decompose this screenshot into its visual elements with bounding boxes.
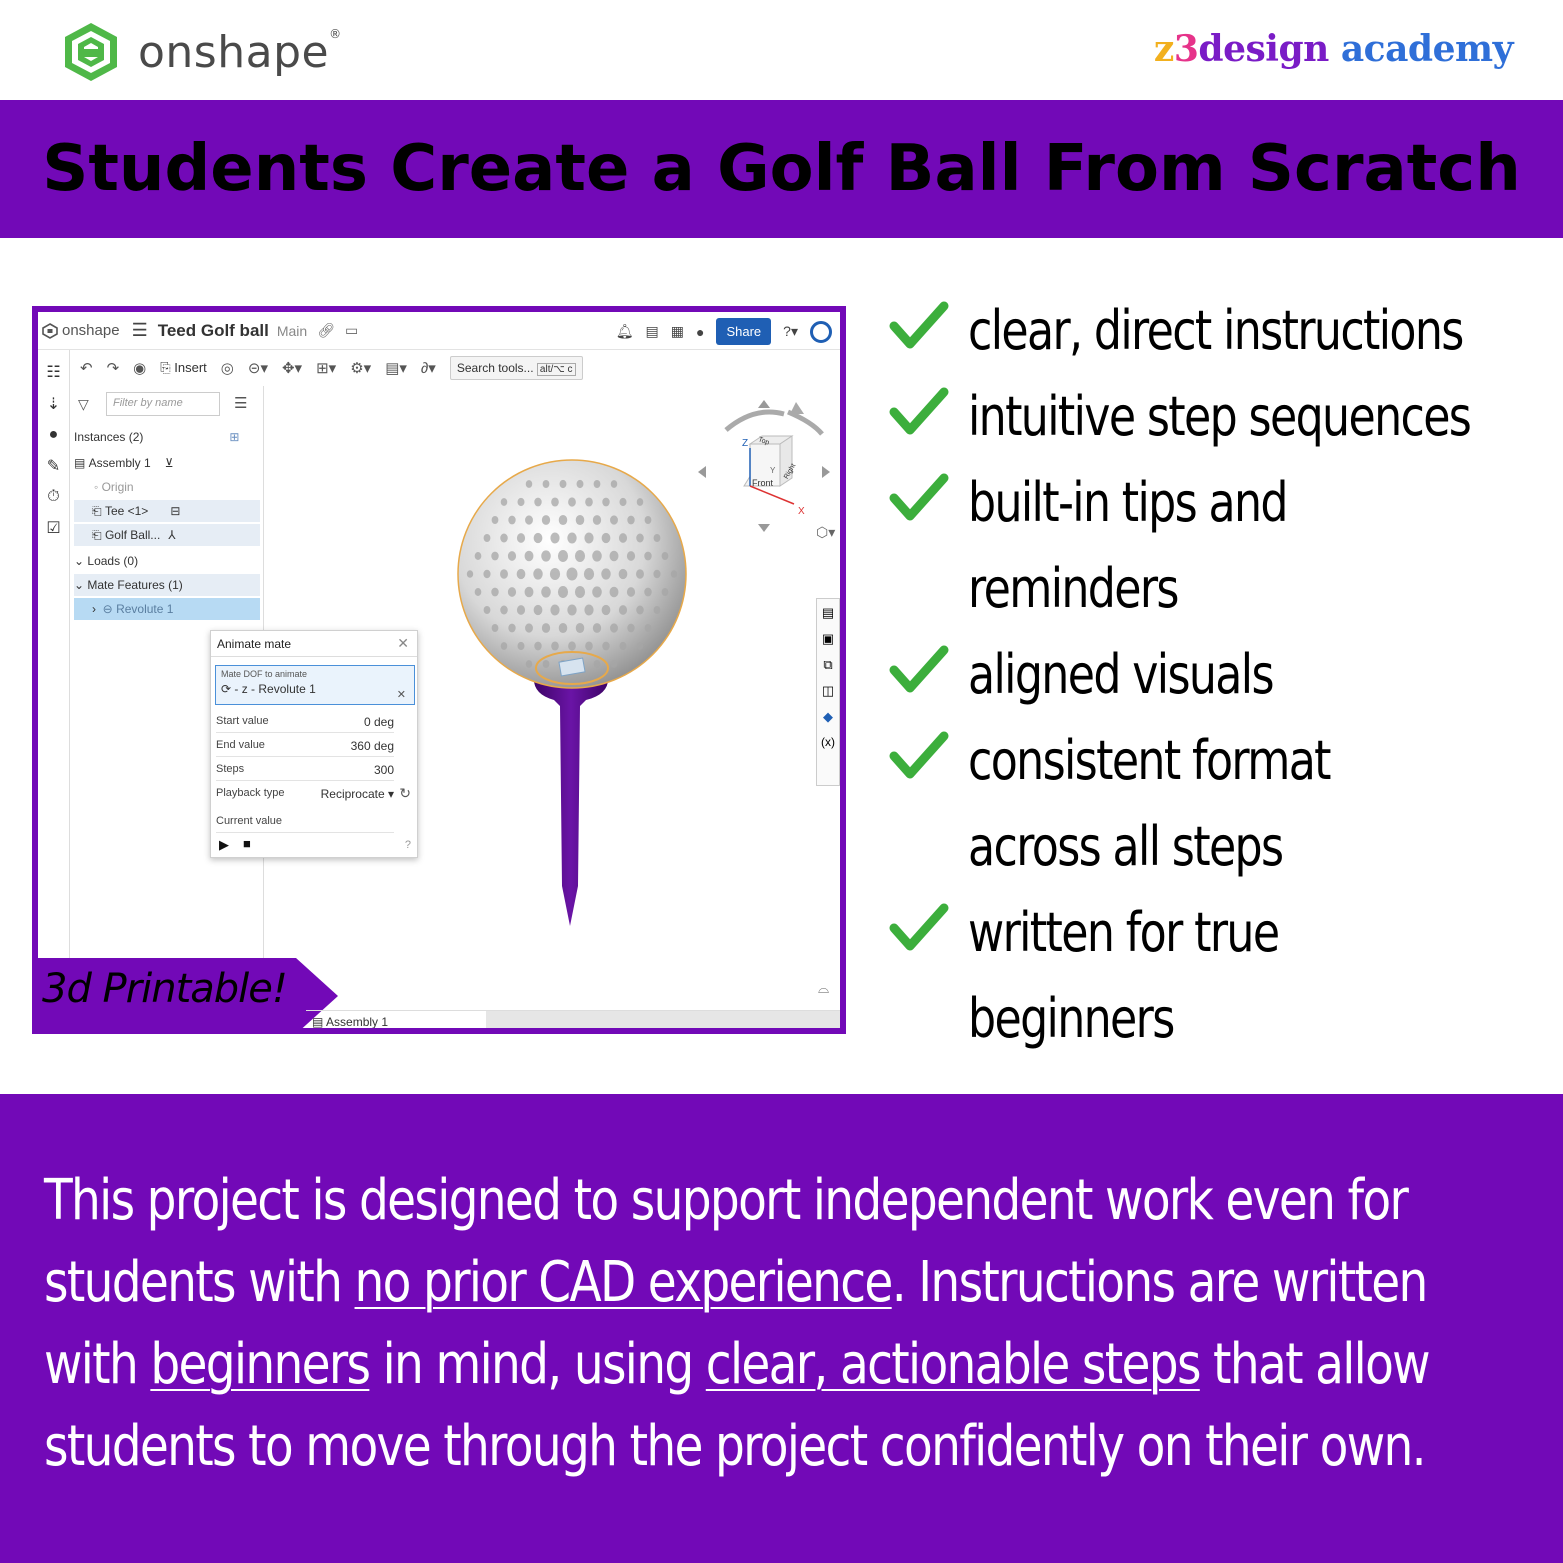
emphasis-clear-steps: clear, actionable steps <box>705 1332 1200 1397</box>
add-instance-icon[interactable]: ⊞ <box>229 430 240 444</box>
view-options-icon[interactable]: ⬡▾ <box>816 524 836 540</box>
move-icon[interactable]: ✥▾ <box>281 360 303 377</box>
checkmark-icon <box>888 632 950 702</box>
axis-y-label: Y <box>770 466 776 475</box>
notes-rail-icon[interactable]: ✎ <box>46 458 61 475</box>
gear-icon[interactable]: ⚙▾ <box>350 360 372 377</box>
redo-icon[interactable]: ↷ <box>106 360 120 377</box>
checklist-item: clear, direct instructions <box>888 288 1563 374</box>
tree-item-golf-ball[interactable]: ⎗ Golf Ball... ⅄ <box>74 524 260 546</box>
view-cube-right-label: Right <box>783 462 798 481</box>
tree-item-origin[interactable]: ◦ Origin <box>94 480 134 494</box>
description-band <box>0 1094 1563 1563</box>
section-icon[interactable]: ◫ <box>821 683 835 698</box>
hamburger-menu-icon[interactable]: ☰ <box>131 320 148 340</box>
ground-icon: ⊻ <box>164 456 174 470</box>
play-icon[interactable]: ▶ <box>219 837 229 852</box>
app-brand: onshape <box>62 322 120 339</box>
history-icon[interactable]: ⏱ <box>47 488 60 505</box>
document-tabs <box>306 1010 840 1034</box>
insert-part-icon[interactable]: ⇣ <box>46 396 61 413</box>
rebuild-icon[interactable]: ◉ <box>133 360 147 377</box>
checkmark-icon <box>888 374 950 444</box>
header-bar <box>0 0 1563 100</box>
tree-item-tee[interactable]: ⎗ Tee <1> ⊟ <box>74 500 260 522</box>
title-band <box>0 100 1563 238</box>
variables-icon[interactable]: (x) <box>821 735 835 749</box>
checklist-item: written for true beginners <box>888 890 1347 1062</box>
fixed-icon: ⊟ <box>170 504 181 518</box>
tab-assembly[interactable]: ▤ Assembly 1 <box>312 1015 389 1029</box>
share-button[interactable]: Share <box>716 318 771 345</box>
onshape-screenshot <box>32 306 846 1034</box>
undo-icon[interactable]: ↶ <box>80 360 93 377</box>
onshape-small-icon <box>42 323 58 339</box>
grid-icon[interactable]: ▦ <box>670 323 684 339</box>
configuration-icon[interactable]: ⧉ <box>823 657 833 672</box>
assembly-toolbar <box>70 350 840 386</box>
checkmark-icon <box>888 890 950 960</box>
checklist-item: aligned visuals <box>888 632 1340 718</box>
part-icon: ⎗ <box>92 503 105 518</box>
tree-item-mate-features[interactable]: ⌄ Mate Features (1) <box>74 574 260 596</box>
dof-label: Mate DOF to animate <box>221 669 308 679</box>
checkmark-icon <box>888 460 950 530</box>
steps-field[interactable]: Steps 300 <box>216 763 394 781</box>
avatar[interactable] <box>810 321 832 343</box>
properties-icon[interactable]: ▤ <box>821 605 835 620</box>
assembly-icon: ▤ <box>74 456 89 470</box>
dof-value: ⟳ - z - Revolute 1 <box>221 682 316 696</box>
learning-icon[interactable]: ● <box>696 323 705 340</box>
revolute-icon: ⊖ <box>102 602 117 616</box>
help-icon[interactable]: ?▾ <box>783 323 798 339</box>
stop-icon[interactable]: ■ <box>243 836 251 851</box>
workspace-label[interactable]: Main <box>276 322 308 339</box>
description-text: This project is designed to support independent work even for students with no prior CAD experience. Instructions are written with beginners in mind, using clear, actionable steps that allow students to move through the project confidently on their own. <box>44 1168 1429 1479</box>
bell-icon[interactable]: 🔔︎ <box>615 323 634 339</box>
animate-panel-title: Animate mate <box>211 631 417 657</box>
axis-z-label: Z <box>742 438 749 449</box>
document-title[interactable]: Teed Golf ball <box>157 320 269 340</box>
notes-icon[interactable]: ▤ <box>645 323 659 339</box>
tree-item-revolute[interactable]: › ⊖ Revolute 1 <box>74 598 260 620</box>
chevron-down-icon: ⌄ <box>74 554 88 568</box>
checklist-item: consistent format across all steps <box>888 718 1409 890</box>
fastened-icon[interactable]: ⊝▾ <box>247 360 268 377</box>
start-value-field[interactable]: Start value 0 deg <box>216 715 394 733</box>
boms-icon[interactable]: ▣ <box>821 631 835 646</box>
checklist-item: intuitive step sequences <box>888 374 1563 460</box>
link-icon[interactable]: 🔗︎ <box>317 322 335 338</box>
insert-button[interactable]: ⎘ Insert <box>160 360 207 375</box>
checklist-icon[interactable]: ☑ <box>46 520 61 537</box>
view-cube-top-label: Top <box>757 436 771 447</box>
animate-mate-panel <box>210 630 418 858</box>
mate-connector-icon: ⅄ <box>168 528 176 542</box>
playback-type-select[interactable]: Playback type Reciprocate ▾ <box>216 787 394 801</box>
tree-item-loads[interactable]: ⌄ Loads (0) <box>74 554 139 568</box>
left-rail <box>38 350 70 1002</box>
right-rail <box>816 598 840 786</box>
end-value-field[interactable]: End value 360 deg <box>216 739 394 757</box>
onshape-wordmark: onshape® <box>138 26 342 78</box>
help-small-icon[interactable]: ? <box>404 839 411 851</box>
checkmark-icon <box>888 288 950 358</box>
clear-icon[interactable]: ✕ <box>396 689 406 701</box>
axis-x-label: X <box>798 506 805 517</box>
measure-icon[interactable]: ∂▾ <box>420 360 436 377</box>
chevron-right-icon: › <box>92 602 103 616</box>
tag-label: 3d Printable! <box>42 966 287 1012</box>
origin-icon: ◦ <box>94 480 102 494</box>
academy-logo: z3design academy <box>1153 28 1513 70</box>
checklist-item: built-in tips and reminders <box>888 460 1357 632</box>
app-topbar <box>38 312 840 350</box>
navigation-icon[interactable]: ⌓ <box>818 980 830 996</box>
checkmark-icon <box>888 718 950 788</box>
pattern-icon[interactable]: ⊞▾ <box>316 360 337 377</box>
instances-header[interactable]: Instances (2) ⊞ <box>74 430 240 444</box>
search-tools-input[interactable]: Search tools... alt/⌥ c <box>450 356 583 380</box>
3d-printable-tag <box>38 958 344 1034</box>
list-view-icon[interactable]: ☰ <box>234 395 248 412</box>
chevron-down-icon: ⌄ <box>74 578 88 592</box>
feature-list-icon[interactable]: ☷ <box>46 364 61 381</box>
topbar-right <box>616 318 832 345</box>
emphasis-beginners: beginners <box>150 1332 370 1397</box>
close-icon[interactable]: ✕ <box>397 635 409 651</box>
tab-bar-fill <box>486 1011 840 1034</box>
onshape-logo-icon <box>62 21 120 83</box>
comments-icon[interactable]: ● <box>48 426 59 443</box>
filter-input[interactable]: Filter by name <box>106 392 220 416</box>
part-icon: ⎗ <box>92 527 105 542</box>
page-title: Students Create a Golf Ball From Scratch <box>42 132 1521 206</box>
filter-icon[interactable]: ▽ <box>78 396 89 412</box>
refresh-icon[interactable]: ↻ <box>399 785 411 801</box>
appearance-icon[interactable]: ◆ <box>823 709 833 724</box>
tree-item-assembly[interactable]: ▤ Assembly 1 ⊻ <box>74 456 174 470</box>
emphasis-no-prior-cad: no prior CAD experience <box>354 1250 892 1315</box>
mate-icon[interactable]: ◎ <box>220 360 234 377</box>
explode-icon[interactable]: ▤▾ <box>385 360 407 377</box>
mate-dof-field[interactable] <box>215 665 415 705</box>
view-cube-front-label: Front <box>752 478 774 488</box>
folder-icon[interactable]: ▭ <box>344 322 359 338</box>
current-value-field: Current value <box>216 815 394 833</box>
onshape-logo <box>62 22 342 82</box>
